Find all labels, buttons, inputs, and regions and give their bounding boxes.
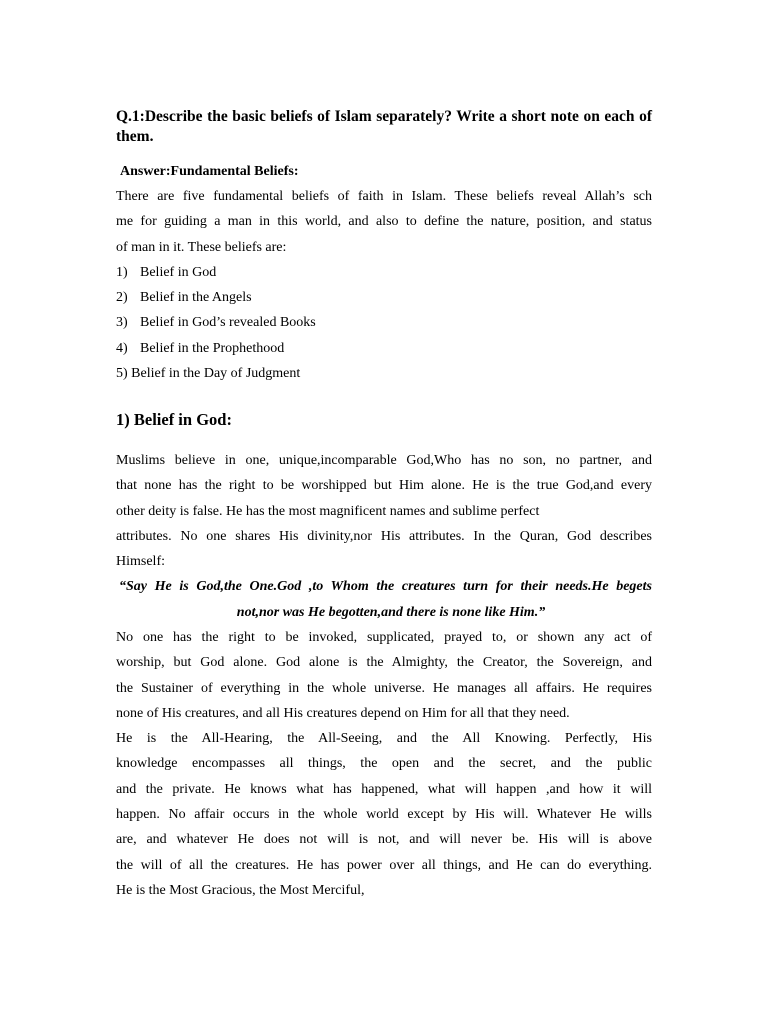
list-item — [116, 285, 652, 310]
list-item — [116, 260, 652, 285]
worship-paragraph — [116, 625, 652, 726]
list-item-text: Belief in the Prophethood — [140, 340, 285, 356]
intro-line: There are five fundamental beliefs of faith in Islam. These beliefs reveal Allah’s sch — [116, 189, 652, 204]
intro-paragraph — [116, 184, 652, 260]
paragraph-line: that none has the right to be worshipped but Him alone. He is the true God,and every — [116, 478, 652, 494]
list-item-text: Belief in the Angels — [140, 290, 252, 306]
list-item-text: Belief in God — [140, 264, 217, 280]
paragraph-line: No one has the right to be invoked, supplicated, prayed to, or shown any act of — [116, 629, 652, 645]
paragraph-line: are, and whatever He does not will is not, and will never be. His will is above — [116, 832, 652, 848]
paragraph-line: Himself: — [116, 554, 165, 570]
paragraph-line: knowledge encompasses all things, the open and the secret, and the public — [116, 756, 652, 772]
belief-in-god-paragraph — [116, 448, 652, 574]
list-item — [116, 336, 652, 361]
paragraph-line: worship, but God alone. God alone is the Almighty, the Creator, the Sovereign, and — [116, 655, 652, 671]
paragraph-line: He is the Most Gracious, the Most Merciful, — [116, 882, 365, 898]
paragraph-line: none of His creatures, and all His creatures depend on Him for all that they need. — [116, 705, 570, 721]
list-item — [116, 361, 652, 386]
document-body — [116, 107, 652, 903]
beliefs-list — [116, 260, 652, 386]
paragraph-line: and the private. He knows what has happened, what will happen ,and how it will — [116, 781, 652, 797]
list-item-text: 5) Belief in the Day of Judgment — [116, 365, 301, 381]
section-heading: 1) Belief in God: — [116, 409, 232, 429]
list-item-number: 3) — [116, 315, 128, 331]
paragraph-line: Muslims believe in one, unique,incomparable God,Who has no son, no partner, and — [116, 452, 652, 468]
list-item-text: Belief in God’s revealed Books — [140, 315, 316, 331]
list-item-number: 2) — [116, 290, 128, 306]
paragraph-line: the will of all the creatures. He has power over all things, and He can do everything. — [116, 857, 652, 873]
answer-label: Answer:Fundamental Beliefs: — [120, 164, 299, 179]
quran-quote — [116, 574, 652, 625]
list-item-number: 1) — [116, 264, 128, 280]
quote-line: not,nor was He begotten,and there is none like Him.” — [236, 604, 546, 620]
list-item-number: 4) — [116, 340, 128, 356]
paragraph-line: happen. No affair occurs in the whole world except by His will. Whatever He wills — [116, 807, 652, 823]
attributes-paragraph — [116, 726, 652, 903]
paragraph-line: other deity is false. He has the most magnificent names and sublime perfect — [116, 503, 540, 519]
question-heading: Q.1:Describe the basic beliefs of Islam separately? Write a short note on each of them. — [116, 108, 652, 145]
paragraph-line: the Sustainer of everything in the whole universe. He manages all affairs. He requires — [116, 680, 652, 696]
intro-line: me for guiding a man in this world, and also to define the nature, position, and status — [116, 214, 652, 230]
intro-line: of man in it. These beliefs are: — [116, 239, 287, 255]
quote-line: “Say He is God,the One.God ,to Whom the creatures turn for their needs.He begets — [119, 579, 652, 595]
list-item — [116, 310, 652, 335]
paragraph-line: attributes. No one shares His divinity,nor His attributes. In the Quran, God describes — [116, 528, 652, 544]
paragraph-line: He is the All-Hearing, the All-Seeing, and the All Knowing. Perfectly, His — [116, 731, 652, 747]
